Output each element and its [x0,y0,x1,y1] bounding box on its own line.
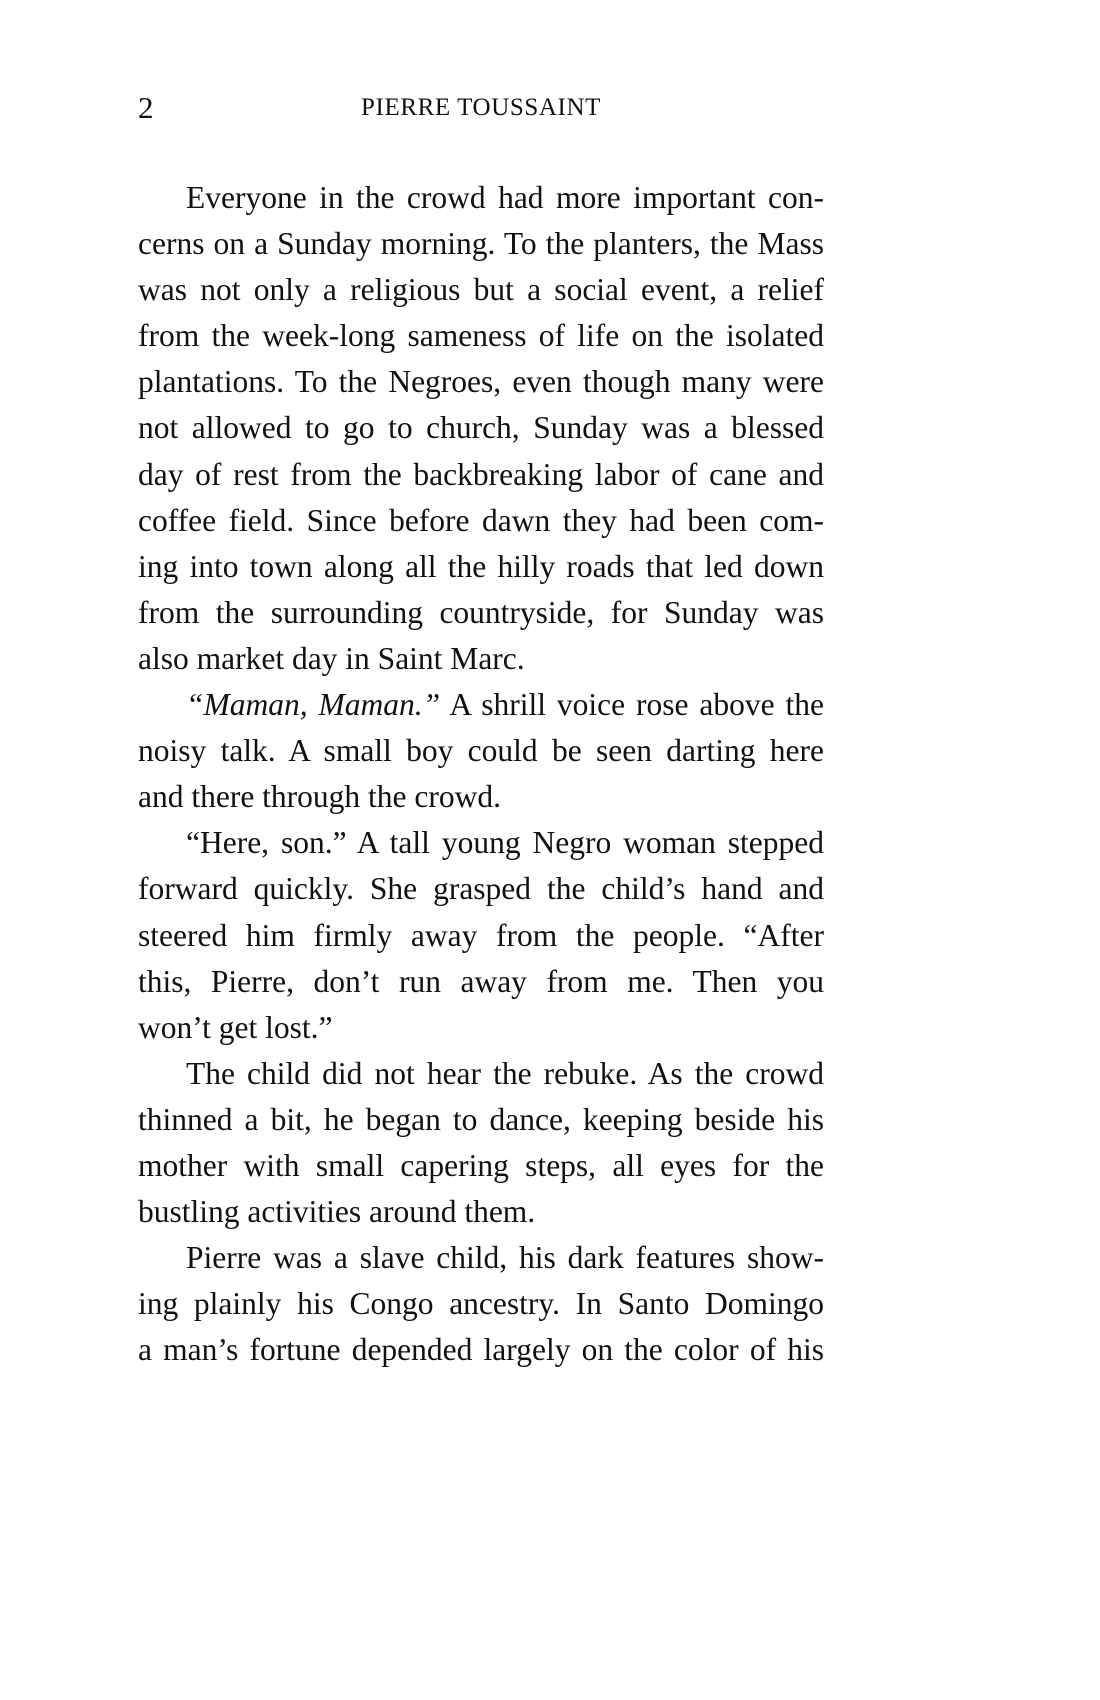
text-line: this, Pierre, don’t run away from me. Then you [138,963,824,999]
text-line: noisy talk. A small boy could be seen darting here [138,733,824,769]
page-number: 2 [138,90,154,125]
text-line: also market day in Saint Marc. [138,640,525,676]
text-line: plantations. To the Negroes, even though many were [138,364,824,400]
text-line: from the week-long sameness of life on the isolated [138,318,824,354]
text-line: ing into town along all the hilly roads that led down [138,548,824,584]
paragraph [138,1235,824,1373]
text-line: forward quickly. She grasped the child’s hand and [138,871,824,907]
text-line: and there through the crowd. [138,779,502,815]
text-line [138,682,824,728]
text-line: not allowed to go to church, Sunday was a blessed [138,410,824,446]
running-title: PIERRE TOUSSAINT [361,94,601,121]
text-line: from the surrounding countryside, for Sunday was [138,594,824,630]
text-line: Pierre was a slave child, his dark features show- [186,1240,824,1276]
text-line: The child did not hear the rebuke. As the crowd [186,1055,824,1091]
body-text [138,175,824,1373]
paragraph [138,1051,824,1235]
text-line: day of rest from the backbreaking labor of cane and [138,456,824,492]
paragraph [138,175,824,682]
italic-quote: “Maman, Maman.” [186,687,441,723]
text-line: a man’s fortune depended largely on the color of his [138,1332,824,1368]
text-line: Everyone in the crowd had more important con- [186,180,824,215]
text-line: bustling activities around them. [138,1194,536,1230]
paragraph [138,820,824,1050]
text-fragment: A shrill voice rose above the [440,687,824,723]
running-head [138,88,824,128]
text-line: was not only a religious but a social event, a relief [138,272,824,308]
text-line: “Here, son.” A tall young Negro woman stepped [186,825,824,861]
paragraph [138,682,824,820]
text-line: mother with small capering steps, all eyes for the [138,1147,824,1183]
text-line: coffee field. Since before dawn they had been com- [138,502,824,538]
text-line: ing plainly his Congo ancestry. In Santo Domingo [138,1286,824,1322]
text-line: steered him firmly away from the people. “After [138,917,824,953]
text-line: cerns on a Sunday morning. To the planters, the Mass [138,226,824,262]
text-line: won’t get lost.” [138,1009,333,1045]
text-line: thinned a bit, he began to dance, keeping beside his [138,1101,824,1137]
